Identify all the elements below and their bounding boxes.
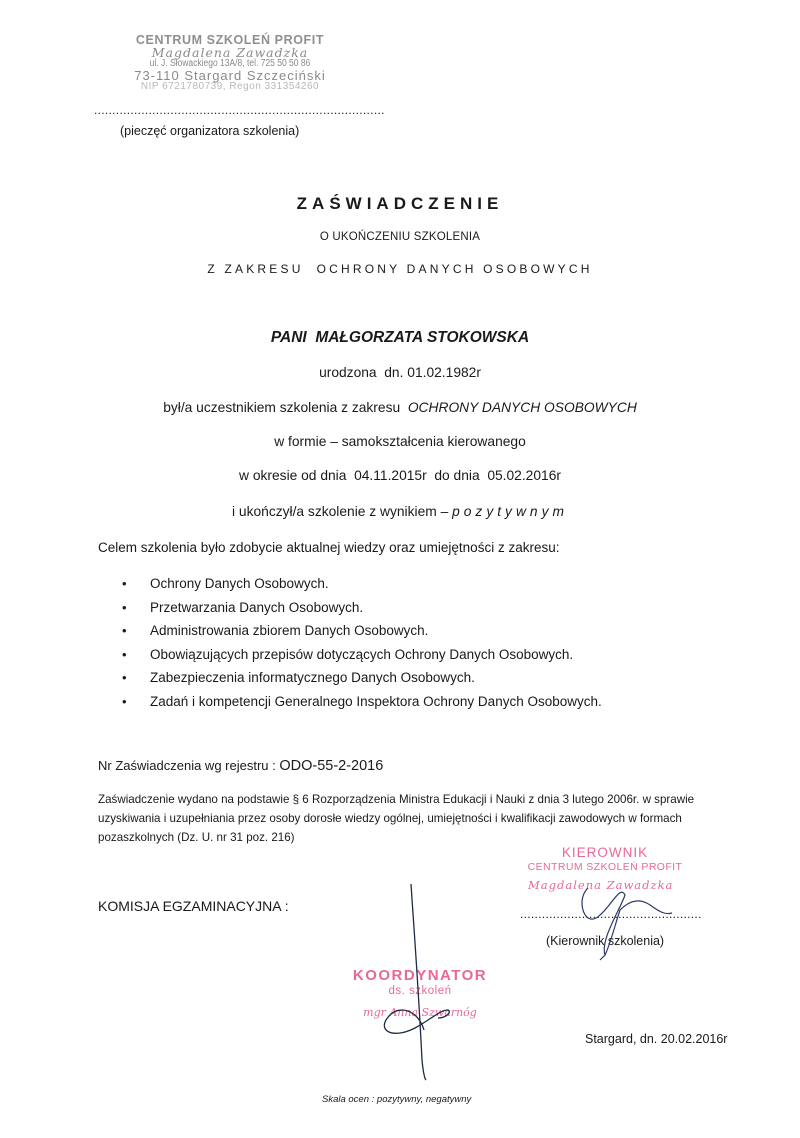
head-signature-line: .................................................. <box>520 907 702 921</box>
training-topic: OCHRONY DANYCH OSOBOWYCH <box>407 400 637 415</box>
document-scope: Z ZAKRESU OCHRONY DANYCH OSOBOWYCH <box>207 262 593 276</box>
head-signature <box>582 888 672 960</box>
participation-line <box>0 400 800 415</box>
topics-list <box>122 576 602 718</box>
document-subtitle: O UKOŃCZENIU SZKOLENIA <box>319 231 481 243</box>
training-form: w formie – samokształcenia kierowanego <box>274 434 526 449</box>
period-to: 05.02.2016r <box>487 468 561 483</box>
topic-text: Zadań i kompetencji Generalnego Inspektora Ochrony Danych Osobowych. <box>150 693 602 709</box>
head-stamp-title: KIEROWNIK <box>561 845 649 860</box>
organizer-caption: (pieczęć organizatora szkolenia) <box>120 124 300 138</box>
participation-label: był/a uczestnikiem szkolenia z zakresu <box>163 400 404 415</box>
coordinator-stamp <box>340 968 500 1019</box>
list-item <box>122 600 602 624</box>
period-label: w okresie od dnia <box>239 468 355 483</box>
list-item <box>122 694 602 718</box>
topic-text: Administrowania zbiorem Danych Osobowych. <box>150 623 429 639</box>
coordinator-stamp-dept: ds. szkoleń <box>388 984 452 997</box>
training-goal: Celem szkolenia było zdobycie aktualnej wiedzy oraz umiejętności z zakresu: <box>98 540 560 555</box>
bullet-icon: • <box>122 670 127 686</box>
organizer-stamp <box>95 34 365 92</box>
organizer-stamp-address: ul. J. Słowackiego 13A/8, tel. 725 50 50 86 <box>149 58 311 69</box>
topic-text: Obowiązujących przepisów dotyczących Ochrony Danych Osobowych. <box>150 646 574 662</box>
head-stamp-person: Magdalena Zawadzka <box>528 878 674 892</box>
bullet-icon: • <box>122 693 127 709</box>
registry-number: ODO-55-2-2016 <box>279 758 384 774</box>
registry-line <box>98 758 383 774</box>
head-caption: (Kierownik szkolenia) <box>546 934 665 948</box>
result-line <box>0 504 800 519</box>
topic-text: Przetwarzania Danych Osobowych. <box>150 599 364 615</box>
bullet-icon: • <box>122 646 127 662</box>
bullet-icon: • <box>122 576 127 591</box>
result-value: pozytywnym <box>452 504 568 519</box>
result-label: i ukończył/a szkolenie z wynikiem – <box>232 504 453 519</box>
topic-text: Ochrony Danych Osobowych. <box>150 576 329 591</box>
grading-scale: Skala ocen : pozytywny, negatywny <box>322 1094 472 1105</box>
place-and-date: Stargard, dn. 20.02.2016r <box>585 1032 728 1046</box>
document-title: ZAŚWIADCZENIE <box>296 194 504 213</box>
organizer-stamp-city: 73-110 Stargard Szczeciński <box>134 68 326 83</box>
head-stamp-org: CENTRUM SZKOLEŃ PROFIT <box>527 860 683 873</box>
period-mid-label: do dnia <box>426 468 488 483</box>
coordinator-stamp-title: KOORDYNATOR <box>352 967 488 984</box>
organizer-stamp-ids: NIP 6721780739, Regon 331354260 <box>140 81 320 92</box>
topic-text: Zabezpieczenia informatycznego Danych Osobowych. <box>150 670 475 686</box>
list-item <box>122 576 602 600</box>
recipient-name: PANI MAŁGORZATA STOKOWSKA <box>270 329 530 346</box>
registry-label: Nr Zaświadczenia wg rejestru : <box>98 758 280 773</box>
bullet-icon: • <box>122 623 127 639</box>
training-period-line <box>0 468 800 483</box>
list-item <box>122 670 602 694</box>
coordinator-stamp-person: mgr Anna Szwarnóg <box>363 1006 477 1020</box>
birth-date: 01.02.1982r <box>407 365 481 380</box>
head-stamp <box>510 846 700 892</box>
birth-date-label: urodzona dn. <box>319 365 408 380</box>
list-item <box>122 647 602 671</box>
list-item <box>122 623 602 647</box>
organizer-stamp-owner: Magdalena Zawadzka <box>151 44 309 60</box>
period-from: 04.11.2015r <box>354 468 427 483</box>
bullet-icon: • <box>122 599 127 615</box>
organizer-stamp-name: CENTRUM SZKOLEŃ PROFIT <box>135 33 325 47</box>
legal-basis: Zaświadczenie wydano na podstawie § 6 Rozporządzenia Ministra Edukacji i Nauki z dnia 3 lutego 2006r. w sprawie uzyskiwania i uzupełniania przez osoby dorosłe wiedzy ogólnej, umiejętności i kwalifikacji zawodowych w formach pozaszkolnych (Dz. U. nr 31 poz. 216) <box>98 793 695 844</box>
commission-label: KOMISJA EGZAMINACYJNA : <box>98 898 289 914</box>
organizer-dotted-line: ................................................................................ <box>94 103 385 117</box>
birth-date-line <box>0 365 800 380</box>
